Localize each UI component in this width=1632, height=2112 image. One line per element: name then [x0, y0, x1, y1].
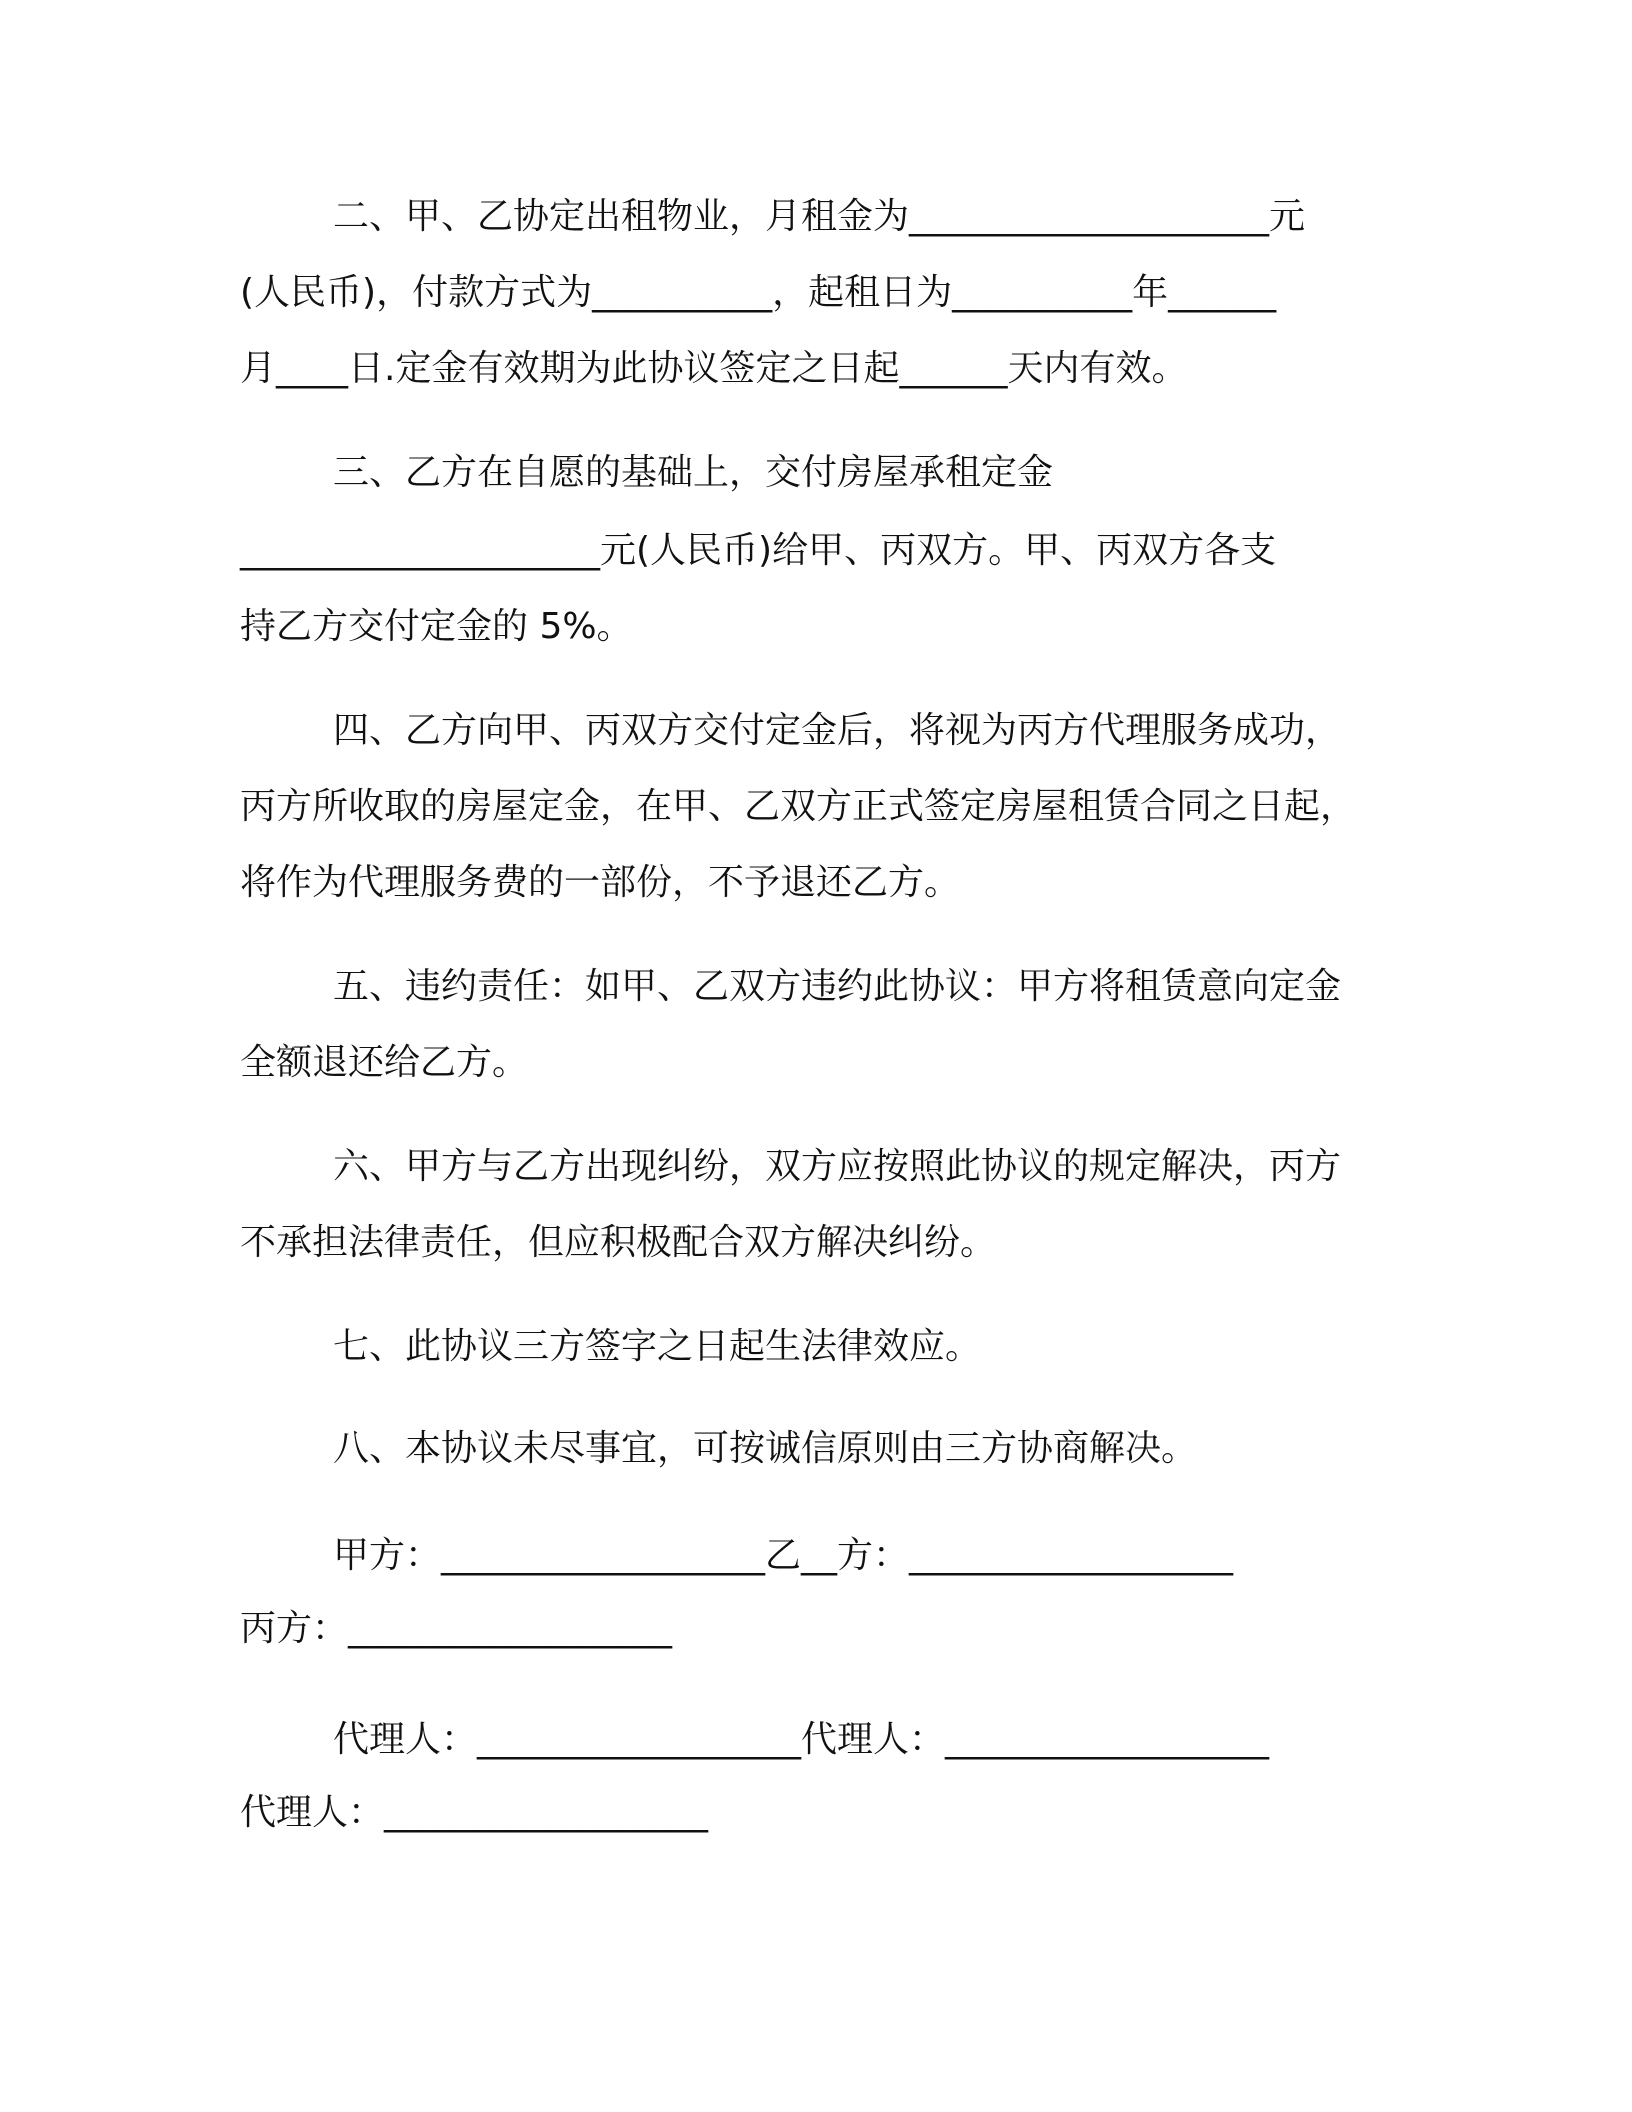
- clause-2-line-3: 月____日.定金有效期为此协议签定之日起______天内有效。: [240, 348, 1188, 389]
- clause-5-line-2: 全额退还给乙方。: [240, 1042, 529, 1083]
- clause-6-line-1: 六、甲方与乙方出现纠纷，双方应按照此协议的规定解决，丙方: [333, 1146, 1342, 1187]
- clause-3-line-2: ____________________元(人民币)给甲、丙双方。甲、丙双方各支: [240, 530, 1277, 571]
- clause-4-line-3: 将作为代理服务费的一部份，不予退还乙方。: [240, 862, 961, 903]
- clause-5-line-1: 五、违约责任：如甲、乙双方违约此协议：甲方将租赁意向定金: [333, 966, 1342, 1007]
- clause-4-line-1: 四、乙方向甲、丙双方交付定金后，将视为丙方代理服务成功，: [333, 710, 1342, 751]
- clause-6-line-2: 不承担法律责任，但应积极配合双方解决纠纷。: [240, 1222, 997, 1263]
- agent-signature-line-2: 代理人：__________________: [240, 1792, 709, 1833]
- clause-3-line-1: 三、乙方在自愿的基础上，交付房屋承租定金: [333, 452, 1054, 493]
- clause-7: 七、此协议三方签字之日起生法律效应。: [333, 1326, 982, 1367]
- signature-line-parties: 甲方：__________________乙__方：__________________: [333, 1535, 1234, 1576]
- clause-4-line-2: 丙方所收取的房屋定金，在甲、乙双方正式签定房屋租赁合同之日起，: [240, 786, 1357, 827]
- clause-2-line-1: 二、甲、乙协定出租物业，月租金为____________________元: [333, 196, 1306, 237]
- signature-line-party-c: 丙方：__________________: [240, 1608, 673, 1649]
- clause-8: 八、本协议未尽事宜，可按诚信原则由三方协商解决。: [333, 1428, 1198, 1469]
- agent-signature-line-1: 代理人：__________________代理人：__________________: [333, 1719, 1270, 1760]
- clause-2-line-2: (人民币)，付款方式为__________，起租日为__________年______: [240, 272, 1277, 313]
- clause-3-line-3: 持乙方交付定金的 5%。: [240, 606, 633, 647]
